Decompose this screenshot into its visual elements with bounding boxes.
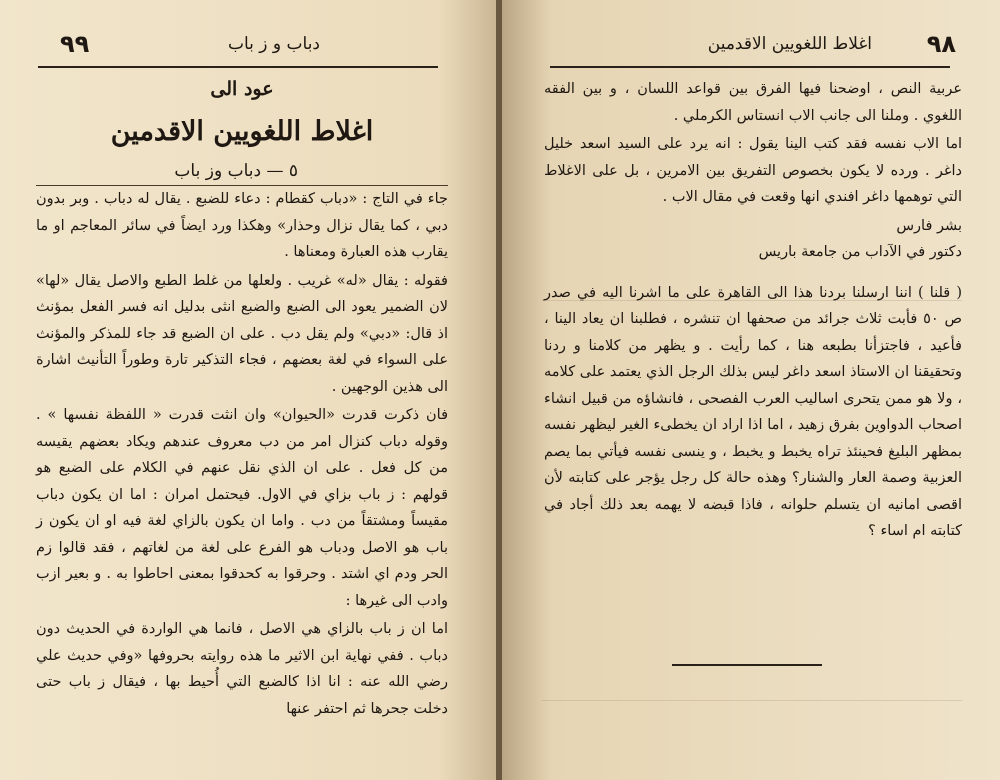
section-heading: ٥ — دباب وز باب [36,161,448,186]
signature-title: دكتور في الآداب من جامعة باريس [758,244,962,260]
right-paragraph-2: اما الاب نفسه فقد كتب الينا يقول : انه يرد على السيد اسعد خليل داغر . ورده لا يكون بخصوص التفريق بين الامرين ، بل على الاغلاط التي توهمها داغر افندي انها وقعت في مقال الاب . [544,136,962,205]
closing-rule [672,664,822,666]
return-heading: عود الى [210,78,274,100]
left-paragraph-2: فقوله : يقال «له» غريب . ولعلها من غلط الطبع والاصل يقال «لها» لان الضمير يعود الى الضبع والضبع انثى بدليل انه فسر الفعل بمؤنث اذ قال: «دبي» ولم يقل دب . على ان الضبع قد جاء للمذكر والمؤنث على السواء في لغة بعضهم ، فجاء التذكير تارة وطوراً التأنيث اشارة الى هذين الوجهين . [36,272,448,395]
left-header-rule [38,66,438,68]
article-title: اغلاط اللغويين الاقدمين [110,116,374,147]
signature-name: بشر فارس [896,217,962,234]
left-page-number: ٩٩ [60,30,90,58]
right-paragraph-1: عربية النص ، اوضحنا فيها الفرق بين قواعد اللسان ، و بين الفقه اللغوي . وملنا الى جانب الاب انستاس الكرملي . [544,81,962,124]
right-running-head [542,30,962,62]
left-paragraph-3: فان ذكرت قدرت «الحيوان» وان انثت قدرت « اللفظة نفسها » . وقوله دباب كنزال امر من دب معروف عندهم ويكاد بعضهم يقيسه من كل فعل . على ان الذي نقل عنهم في الكلام على الضبع هو قولهم : ز باب بزاي في الاول. فيحتمل امران : اما ان يكون دباب مقيساً ومشتقاً من دب . واما ان يكون بالزاي لغة فيه او ان يكون ز باب هو الاصل ودباب هو الفرع على لغة من لغاتهم ، فقد قالوا زم الحر ودم اي اشتد . وحرقوا به كحدقوا بمعنى احاطوا به . و بعير ازب وادب الى غيرها : [36,407,448,609]
bleed-through-line [542,700,962,701]
right-page-content [544,76,962,547]
right-running-head-title: اغلاط اللغويين الاقدمين [707,34,872,54]
left-paragraph-4: اما ان ز باب بالزاي هي الاصل ، فانما هي الواردة في الحديث دون دباب . ففي نهاية ابن الاثير ما هذه روايته بحروفها «وفي حديث علي رضي الله عنه : انا اذا كالضبع التي أُحيط بها ، فيقال ز باب حتى دخلت جحرها ثم احتفر عنها [36,621,448,717]
signature-block [544,213,962,240]
right-page-number: ٩٨ [926,30,956,58]
left-running-head-title: دباب و ز باب [227,34,320,54]
left-running-head [40,30,440,62]
right-header-rule [550,66,950,68]
left-body-text [36,186,448,722]
right-paragraph-3: ( قلنا ) اننا ارسلنا بردنا هذا الى القاهرة على ما اشرنا اليه في صدر ص ٥٠ فأبت ثلاث جرائد من صحفها ان تنشره ، فطلبنا ان يعاد الينا ، فأعيد ، فاجتزأنا بطبعه هنا ، كما رأيت . و يظهر من كلامنا و ردنا وتحقيقنا ان الاستاذ اسعد داغر ليس بذلك الرجل الذي يعتمد على كلامه ، ولا هو ممن يتحرى اساليب العرب الفصحى ، فانشاؤه من قبيل انشاء اصحاب الدواوين بفرق زهيد ، اما اذا اراد ان يخطىء الغير ليظهر نفسه بمظهر البليغ فحينئذ تراه يخبط و يخبط ، و ينسى نفسه فيأتي بما يصم العزبية وصمة العار والشنار؟ وهذه حالة كل رجل يؤجر على كتابته لأن اقصى امانيه ان يتسلم حلوانه ، فاذا قبضه لا يهمه بعد ذلك أجاد في كتابته ام اساء ؟ [544,284,963,539]
left-page [0,0,498,780]
right-page [502,0,1000,780]
left-paragraph-1: جاء في التاج : «دباب كقطام : دعاء للضبع . يقال له دباب . وبر بدون دبي ، كما يقال نزال وحذار» وهكذا ورد ايضاً في سائر المعاجم او ما يقارب هذه العبارة ومعناها . [36,191,448,260]
left-page-content [36,78,448,724]
